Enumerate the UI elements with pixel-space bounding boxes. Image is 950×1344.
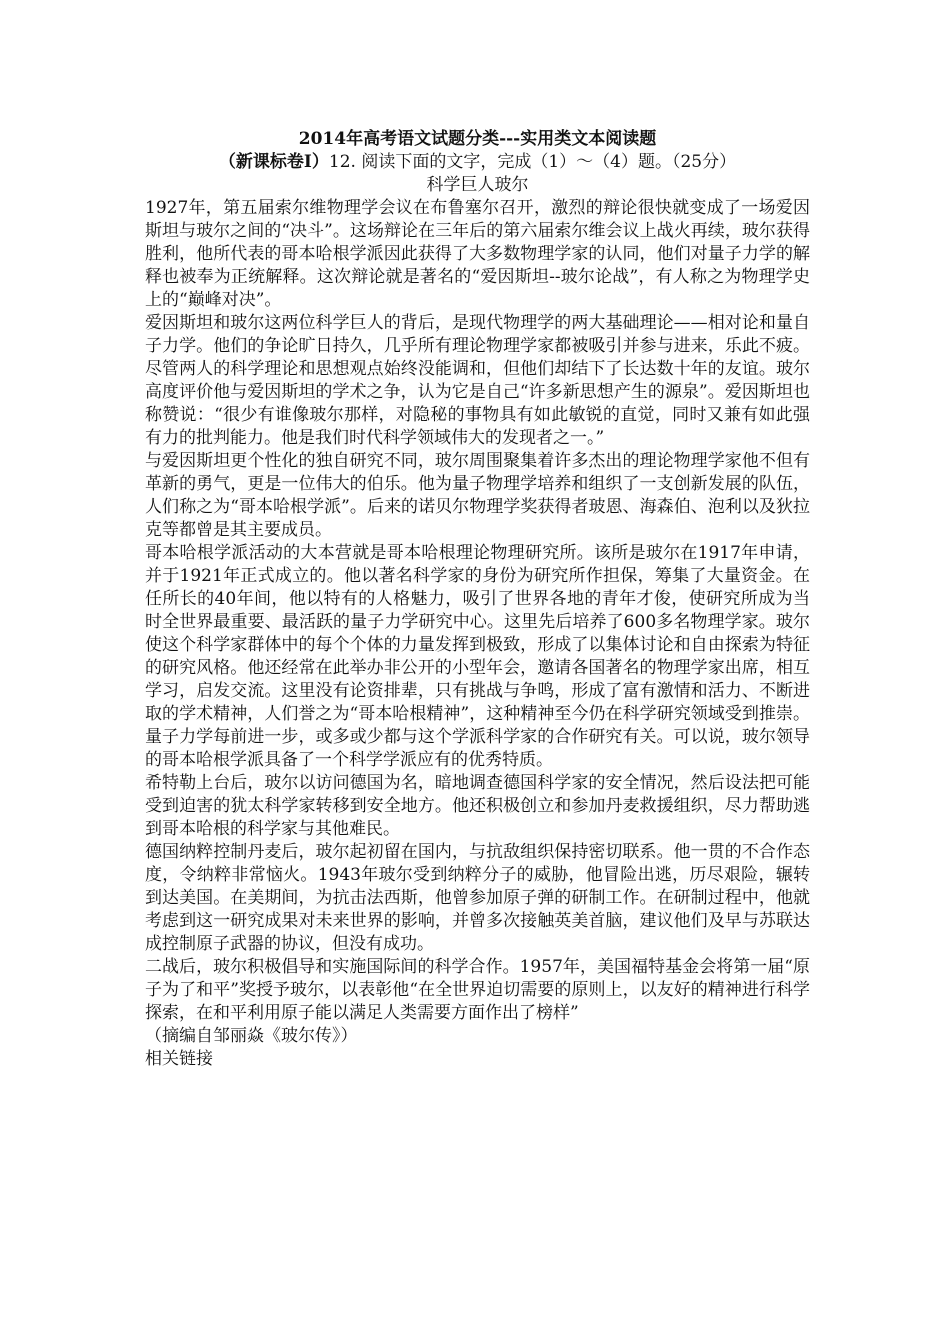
source-citation: （摘编自邹丽焱《玻尔传》） <box>145 1026 358 1046</box>
paragraph: 哥本哈根学派活动的大本营就是哥本哈根理论物理研究所。该所是玻尔在1917年申请，并于1921年正式成立的。他以著名科学家的身份为研究所作担保，筹集了大量资金。在任所长的40年间，他以特有的人格魅力，吸引了世界各地的青年才俊，使研究所成为当时全世界最重要、最活跃的量子力学研究中心。这里先后培养了600多名物理学家。玻尔使这个科学家群体中的每个个体的力量发挥到极致，形成了以集体讨论和自由探索为特征的研究风格。他还经常在此举办非公开的小型年会，邀请各国著名的物理学家出席，相互学习，启发交流。这里没有论资排辈，只有挑战与争鸣，形成了富有激情和活力、不断进取的学术精神，人们誉之为“哥本哈根精神”，这种精神至今仍在科学研究领域受到推崇。量子力学每前进一步，或多或少都与这个学派科学家的合作研究有关。可以说，玻尔领导的哥本哈根学派具备了一个科学学派应有的优秀特质。 <box>145 543 810 770</box>
related-links-heading: 相关链接 <box>145 1049 213 1069</box>
article-title: 科学巨人玻尔 <box>426 175 529 195</box>
exam-label: （新课标卷Ⅰ） <box>218 152 329 172</box>
paragraph: 德国纳粹控制丹麦后，玻尔起初留在国内，与抗敌组织保持密切联系。他一贯的不合作态度，令纳粹非常恼火。1943年玻尔受到纳粹分子的威胁，他冒险出逃，历尽艰险，辗转到达美国。在美期间，为抗击法西斯，他曾参加原子弹的研制工作。在研制过程中，他就考虑到这一研究成果对未来世界的影响，并曾多次接触英美首脑，建议他们及早与苏联达成控制原子武器的协议，但没有成功。 <box>145 842 810 954</box>
document-content <box>145 128 810 1071</box>
question-instruction: 12. 阅读下面的文字，完成（1）～（4）题。（25分） <box>328 152 737 172</box>
question-subtitle <box>145 151 810 174</box>
paragraph: 二战后，玻尔积极倡导和实施国际间的科学合作。1957年，美国福特基金会将第一届“原子为了和平”奖授予玻尔，以表彰他“在全世界迫切需要的原则上，以友好的精神进行科学探索，在和平利用原子能以满足人类需要方面作出了榜样” <box>145 957 810 1023</box>
paragraph: 与爱因斯坦更个性化的独自研究不同，玻尔周围聚集着许多杰出的理论物理学家他不但有革新的勇气，更是一位伟大的伯乐。他为量子物理学培养和组织了一支创新发展的队伍，人们称之为“哥本哈根学派”。后来的诺贝尔物理学奖获得者玻恩、海森伯、泡利以及狄拉克等都曾是其主要成员。 <box>145 451 810 540</box>
paragraph: 1927年，第五届索尔维物理学会议在布鲁塞尔召开，激烈的辩论很快就变成了一场爱因斯坦与玻尔之间的“决斗”。这场辩论在三年后的第六届索尔维会议上战火再续，玻尔获得胜利，他所代表的哥本哈根学派因此获得了大多数物理学家的认同，他们对量子力学的解释也被奉为正统解释。这次辩论就是著名的“爱因斯坦--玻尔论战”，有人称之为物理学史上的“巅峰对决”。 <box>145 198 810 310</box>
paragraph: 爱因斯坦和玻尔这两位科学巨人的背后，是现代物理学的两大基础理论——相对论和量自子力学。他们的争论旷日持久，几乎所有理论物理学家都被吸引并参与进来，乐此不疲。尽管两人的科学理论和思想观点始终没能调和，但他们却结下了长达数十年的友谊。玻尔高度评价他与爱因斯坦的学术之争，认为它是自己“许多新思想产生的源泉”。爱因斯坦也称赞说：“很少有谁像玻尔那样，对隐秘的事物具有如此敏锐的直觉，同时又兼有如此强有力的批判能力。他是我们时代科学领域伟大的发现者之一。” <box>145 313 810 448</box>
document-title: 2014年高考语文试题分类---实用类文本阅读题 <box>298 129 657 149</box>
paragraph: 希特勒上台后，玻尔以访问德国为名，暗地调查德国科学家的安全情况，然后设法把可能受到迫害的犹太科学家转移到安全地方。他还积极创立和参加丹麦救援组织，尽力帮助逃到哥本哈根的科学家与其他难民。 <box>145 773 810 839</box>
